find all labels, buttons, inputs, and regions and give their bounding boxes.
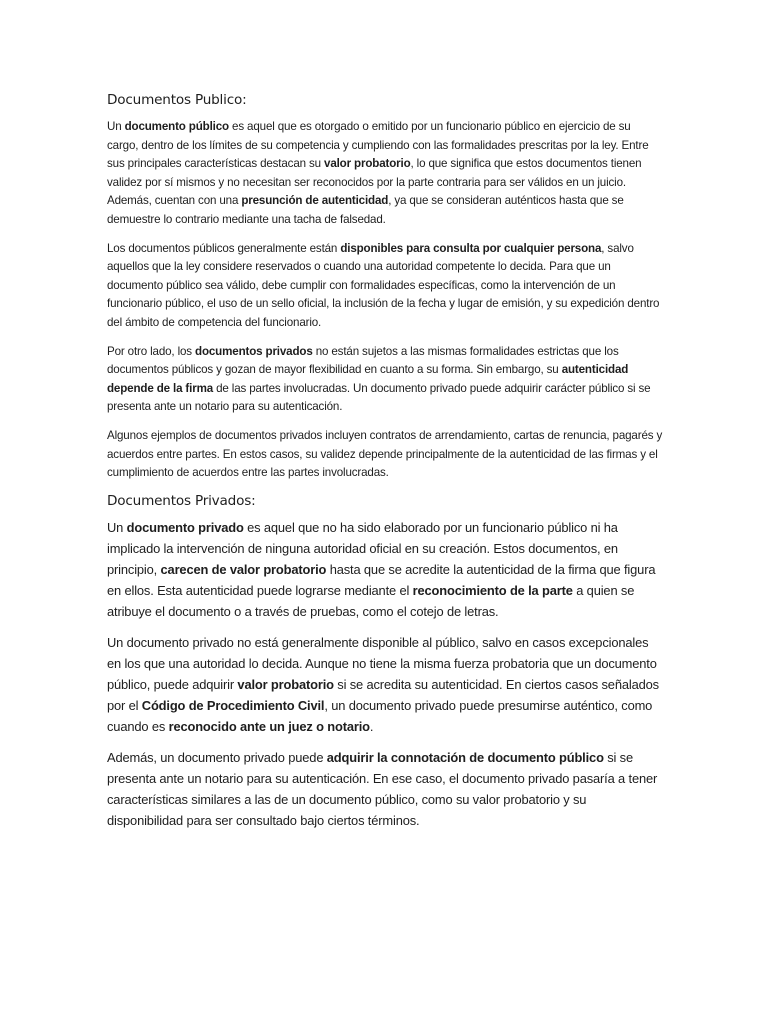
bold-term: valor probatorio bbox=[324, 157, 411, 171]
bold-term: reconocido ante un juez o notario bbox=[168, 718, 370, 734]
section-heading: Documentos Publico: bbox=[107, 92, 247, 108]
section-heading: Documentos Privados: bbox=[107, 492, 256, 509]
bold-term: disponibles para consulta por cualquier persona bbox=[340, 241, 602, 255]
bold-term: Código de Procedimiento Civil bbox=[141, 697, 325, 713]
paragraph: Además, un documento privado puede adquirir la connotación de documento público si se presenta ante un notario para su autenticación. En ese caso, el documento privado pasaría a tener características similares a las de un documento público, como su valor probatorio y su disponibilidad para ser consultado bajo ciertos términos. bbox=[107, 749, 658, 828]
bold-term: documento privado bbox=[126, 519, 244, 535]
paragraph: Algunos ejemplos de documentos privados incluyen contratos de arrendamiento, cartas de renuncia, pagarés y acuerdos entre partes. En estos casos, su validez depende principalmente de la autenticidad de las firmas y el cumplimiento de acuerdos entre las partes involucradas. bbox=[107, 428, 663, 480]
bold-term: presunción de autenticidad bbox=[241, 194, 389, 208]
paragraph: Un documento público es aquel que es otorgado o emitido por un funcionario público en ejercicio de su cargo, dentro de los límites de su competencia y cumpliendo con las formalidades prescritas por la ley. Entre sus principales características destacan su valor probatorio, lo que significa que estos documentos tienen validez por sí mismos y no necesitan ser reconocidos por la parte contraria para ser válidos en un juicio. Además, cuentan con una presunción de autenticidad, ya que se consideran auténticos hasta que se demuestre lo contrario mediante una tacha de falsedad. bbox=[107, 120, 649, 226]
paragraph: Un documento privado no está generalmente disponible al público, salvo en casos excepcionales en los que una autoridad lo decida. Aunque no tiene la misma fuerza probatoria que un documento público, puede adquirir valor probatorio si se acredita su autenticidad. En ciertos casos señalados por el Código de Procedimiento Civil, un documento privado puede presumirse auténtico, como cuando es reconocido ante un juez o notario. bbox=[107, 634, 659, 734]
paragraph: Por otro lado, los documentos privados no están sujetos a las mismas formalidades estrictas que los documentos públicos y gozan de mayor flexibilidad en cuanto a su forma. Sin embargo, su autenticidad depende de la firma de las partes involucradas. Un documento privado puede adquirir carácter público si se presenta ante un notario para su autenticación. bbox=[107, 344, 651, 414]
bold-term: reconocimiento de la parte bbox=[412, 582, 573, 598]
bold-term: documento público bbox=[124, 120, 229, 133]
paragraph: Un documento privado es aquel que no ha sido elaborado por un funcionario público ni ha implicado la intervención de ninguna autoridad oficial en su creación. Estos documentos, en principio, carecen de valor probatorio hasta que se acredite la autenticidad de la firma que figura en ellos. Esta autenticidad puede lograrse mediante el reconocimiento de la parte a quien se atribuye el documento o a través de pruebas, como el cotejo de letras. bbox=[107, 519, 656, 619]
section-documentos-privados bbox=[107, 493, 663, 831]
bold-term: documentos privados bbox=[195, 344, 313, 358]
bold-term: valor probatorio bbox=[237, 676, 334, 692]
section-documentos-publico bbox=[107, 92, 663, 483]
bold-term: adquirir la connotación de documento público bbox=[326, 749, 604, 765]
bold-term: autenticidad depende de la firma bbox=[107, 363, 629, 395]
document-page bbox=[107, 92, 663, 831]
paragraph: Los documentos públicos generalmente están disponibles para consulta por cualquier persona, salvo aquellos que la ley considere reservados o cuando una autoridad competente lo decida. Para que un documento público sea válido, debe cumplir con formalidades específicas, como la intervención de un funcionario público, el uso de un sello oficial, la inclusión de la fecha y lugar de emisión, y su expedición dentro del ámbito de competencia del funcionario. bbox=[107, 241, 660, 329]
bold-term: carecen de valor probatorio bbox=[160, 561, 327, 577]
